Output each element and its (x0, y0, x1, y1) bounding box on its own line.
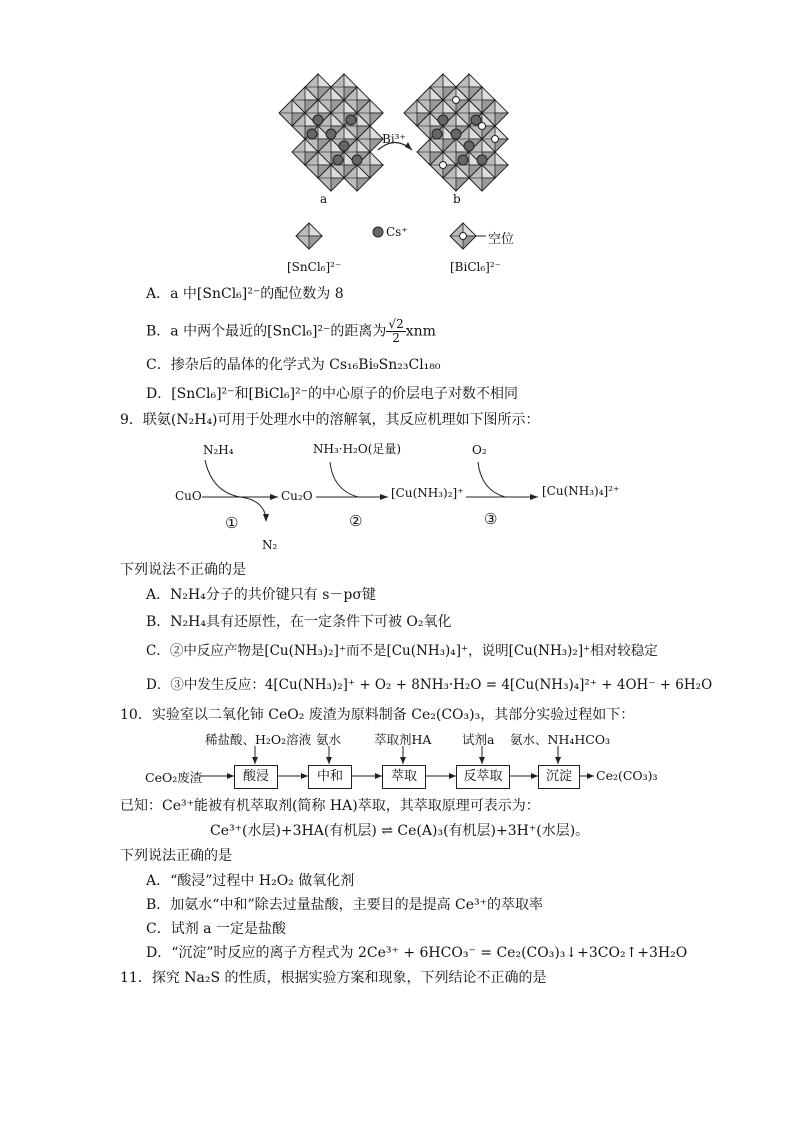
q10-ask: 下列说法正确的是 (120, 848, 232, 864)
scheme-nh3h2o: NH₃·H₂O(足量) (313, 442, 402, 456)
q9-option-b: B．N₂H₄具有还原性，在一定条件下可被 O₂氧化 (146, 614, 452, 630)
legend-cs: Cs⁺ (386, 225, 408, 239)
legend-vacancy: 空位 (488, 232, 515, 247)
step-precipitate: 沉淀 (538, 765, 580, 789)
step-neutralize: 中和 (308, 765, 352, 789)
legend-bicl6: [BiCl₆]²⁻ (450, 260, 501, 274)
reagent-1: 稀盐酸、H₂O₂溶液 (205, 732, 312, 747)
q10-equation: Ce³⁺(水层)+3HA(有机层) ⇌ Ce(A)₃(有机层)+3H⁺(水层)。 (210, 823, 590, 839)
q9-option-c: C．②中反应产物是[Cu(NH₃)₂]⁺而不是[Cu(NH₃)₄]⁺，说明[Cu(NH₃)₂]⁺相对较稳定 (146, 643, 658, 659)
q8-option-d: D．[SnCl₆]²⁻和[BiCl₆]²⁻的中心原子的价层电子对数不相同 (146, 386, 519, 402)
reagent-4: 试剂a (462, 732, 495, 747)
q10-option-b: B．加氨水“中和”除去过量盐酸，主要目的是提高 Ce³⁺的萃取率 (146, 897, 544, 913)
scheme-cu2o: Cu₂O (281, 489, 313, 503)
step-1: ① (225, 514, 239, 532)
reagent-5: 氨水、NH₄HCO₃ (510, 732, 611, 747)
q9-option-d: D．③中发生反应：4[Cu(NH₃)₂]⁺ + O₂ + 8NH₃·H₂O = 4[Cu(NH₃)₄]²⁺ + 4OH⁻ + 6H₂O (146, 677, 713, 693)
scheme-cu-nh3-4: [Cu(NH₃)₄]²⁺ (542, 484, 620, 498)
flow-end: Ce₂(CO₃)₃ (596, 768, 658, 783)
q9-option-a: A．N₂H₄分子的共价键只有 s－pσ键 (146, 587, 376, 603)
scheme-n2h4: N₂H₄ (203, 443, 234, 457)
step-acid-leach: 酸浸 (234, 765, 278, 789)
arrow-label: Bi³⁺ (382, 132, 406, 146)
label-b: b (453, 192, 461, 206)
step-back-extract: 反萃取 (456, 765, 510, 789)
scheme-o2: O₂ (472, 443, 487, 457)
fraction: $\frac{√2}{2}$ (388, 317, 404, 345)
q10-option-c: C．试剂 a 一定是盐酸 (146, 921, 286, 937)
flow-start: CeO₂废渣 (145, 770, 203, 785)
q10-option-d: D．“沉淀”时反应的离子方程式为 2Ce³⁺ + 6HCO₃⁻ = Ce₂(CO₃)₃↓+3CO₂↑+3H₂O (146, 945, 688, 961)
label-a: a (320, 192, 328, 206)
q9-stem: 9．联氨(N₂H₄)可用于处理水中的溶解氧，其反应机理如下图所示： (120, 412, 540, 428)
q10-known: 已知：Ce³⁺能被有机萃取剂(简称 HA)萃取，其萃取原理可表示为： (120, 798, 540, 814)
q8-option-c: C．掺杂后的晶体的化学式为 Cs₁₆Bi₉Sn₂₃Cl₁₈₀ (146, 357, 441, 373)
legend-sncl6: [SnCl₆]²⁻ (287, 260, 342, 274)
q10-option-a: A．“酸浸”过程中 H₂O₂ 做氧化剂 (146, 873, 355, 889)
q8-option-a: A．a 中[SnCl₆]²⁻的配位数为 8 (146, 286, 344, 302)
q9-ask: 下列说法不正确的是 (120, 562, 246, 578)
q11-stem: 11．探究 Na₂S 的性质，根据实验方案和现象，下列结论不正确的是 (120, 970, 547, 986)
step-3: ③ (484, 510, 498, 528)
scheme-cu-nh3-2: [Cu(NH₃)₂]⁺ (391, 486, 464, 500)
scheme-n2: N₂ (262, 538, 278, 552)
scheme-cuo: CuO (175, 489, 202, 503)
step-extract: 萃取 (382, 765, 426, 789)
step-2: ② (349, 512, 363, 530)
q8-option-b: B．a 中两个最近的[SnCl₆]²⁻的距离为 $\frac{√2}{2}$ xnm (146, 317, 436, 345)
reagent-2: 氨水 (316, 732, 342, 747)
q10-stem: 10．实验室以二氧化铈 CeO₂ 废渣为原料制备 Ce₂(CO₃)₃，其部分实验过程如下： (120, 707, 635, 723)
reagent-3: 萃取剂HA (374, 732, 432, 747)
